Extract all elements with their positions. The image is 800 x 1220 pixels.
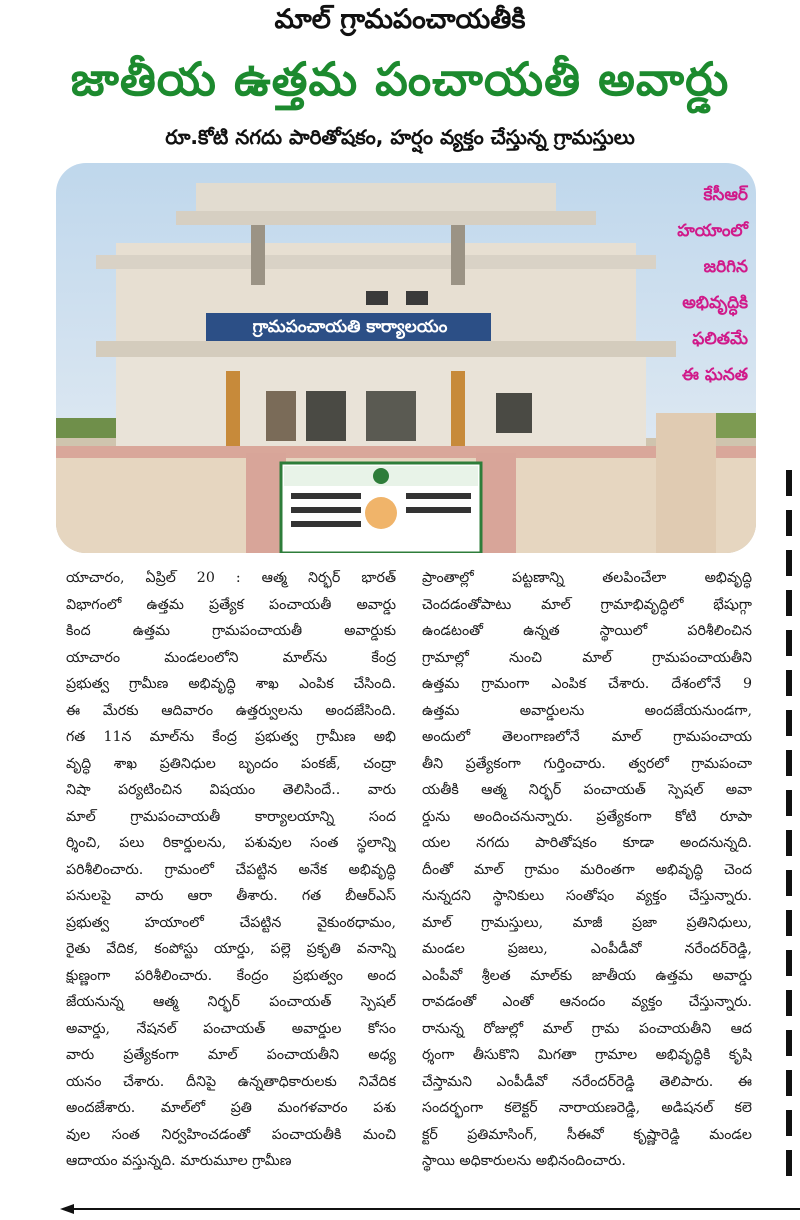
edge-mark bbox=[786, 1070, 792, 1096]
edge-mark bbox=[786, 710, 792, 736]
text-line: ఉత్తమ గ్రామంగా ఎంపిక చేశారు. దేశంలోనే 9 bbox=[422, 676, 752, 692]
text-line: రైతు వేదిక, కంపోస్టు యార్డు, పల్లె ప్రకృతి వనాన్ని bbox=[66, 941, 396, 957]
text-line: అవార్డు, నేషనల్ పంచాయత్ అవార్డుల కోసం bbox=[66, 1020, 396, 1037]
caption-line: అభివృద్ధికి bbox=[682, 293, 748, 313]
text-line: ఈ మేరకు ఆదివారం ఉత్తర్వులను అందజేసింది. bbox=[66, 702, 396, 719]
text-line: అందజేశారు. మాల్‌లో ప్రతి మంగళవారం పశు bbox=[66, 1100, 396, 1116]
text-line: కింద ఉత్తమ గ్రామపంచాయతీ అవార్డుకు bbox=[66, 623, 396, 639]
text-line: మండల ప్రజలు, ఎంపీడీవో నరేందర్‌రెడ్డి, bbox=[422, 941, 752, 957]
text-line: పనులపై వారు ఆరా తీశారు. గత బీఆర్ఎస్ bbox=[66, 888, 396, 904]
edge-mark bbox=[786, 470, 792, 496]
text-line: చెందడంతోపాటు మాల్ గ్రామాభివృద్ధిలో భేషుగ్గా bbox=[422, 596, 752, 613]
caption-line: హయాంలో bbox=[677, 221, 748, 241]
edge-mark bbox=[786, 750, 792, 776]
edge-mark bbox=[786, 510, 792, 536]
text-line: స్థాయి అధికారులను అభినందించారు. bbox=[422, 1153, 626, 1169]
edge-mark bbox=[786, 830, 792, 856]
text-line: ఉండటంతో ఉన్నత స్థాయిలో పరిశీలించిన bbox=[422, 623, 752, 639]
text-line: నున్నదని స్థానికులు సంతోషం వ్యక్తం చేస్తున్నారు. bbox=[422, 888, 752, 904]
text-line: ర్శించి, పలు రికార్డులను, పశువుల సంత స్థలాన్ని bbox=[66, 835, 396, 851]
text-line: దీంతో మాల్ గ్రామం మరింతగా అభివృద్ధి చెంద bbox=[422, 861, 752, 878]
edge-mark bbox=[786, 590, 792, 616]
text-line: ఉత్తమ అవార్డులను అందజేయనుండగా, bbox=[422, 702, 752, 719]
text-line: మాల్ గ్రామపంచాయతీ కార్యాలయాన్ని సంద bbox=[66, 808, 396, 825]
text-line: విభాగంలో ఉత్తమ ప్రత్యేక పంచాయతీ అవార్డు bbox=[66, 596, 396, 613]
text-line: ప్రాంతాల్లో పట్టణాన్ని తలపించేలా అభివృద్ధి bbox=[422, 570, 752, 586]
headline: జాతీయ ఉత్తమ పంచాయతీ అవార్డు bbox=[70, 52, 730, 106]
text-line: ఆదాయం వస్తున్నది. మారుమూల గ్రామీణ bbox=[66, 1153, 292, 1169]
text-line: పరిశీలించారు. గ్రామంలో చేపట్టిన అనేక అభివృద్ధి bbox=[66, 861, 396, 878]
left-arrow-icon bbox=[60, 1204, 800, 1214]
edge-mark bbox=[786, 790, 792, 816]
text-line: యాచారం మండలంలోని మాల్‌ను కేంద్ర bbox=[66, 649, 396, 666]
text-line: అందులో తెలంగాణలోనే మాల్ గ్రామపంచాయ bbox=[422, 729, 752, 745]
subhead: రూ.కోటి నగదు పారితోషకం, హర్షం వ్యక్తం చేస్తున్న గ్రామస్తులు bbox=[165, 125, 635, 149]
caption-line: ఈ ఘనత bbox=[682, 365, 748, 385]
edge-mark bbox=[786, 910, 792, 936]
kicker: మాల్ గ్రామపంచాయతీకి bbox=[274, 4, 526, 35]
edge-mark bbox=[786, 550, 792, 576]
text-line: యల నగదు పారితోషకం కూడా అందనున్నది. bbox=[422, 835, 752, 851]
text-line: చేస్తామని ఎంపీడీవో నరేందర్‌రెడ్డి తెలిపారు. ఈ bbox=[422, 1073, 752, 1090]
text-line: రావడంతో ఎంతో ఆనందం వ్యక్తం చేస్తున్నారు. bbox=[422, 994, 752, 1010]
text-line: నిషా పర్యటించిన విషయం తెలిసిందే.. వారు bbox=[66, 782, 396, 798]
text-line: క్టర్ ప్రతిమాసింగ్, సీఈవో కృష్ణారెడ్డి మండల bbox=[422, 1126, 752, 1143]
text-line: ఎంపీవో శ్రీలత మాల్‌కు జాతీయ ఉత్తమ అవార్డు bbox=[422, 967, 752, 984]
text-line: వుల సంత నిర్వహించడంతో పంచాయతీకి మంచి bbox=[66, 1126, 396, 1143]
photo-caption bbox=[628, 177, 748, 393]
text-line: ర్శంగా తీసుకొని మిగతా గ్రామాల అభివృద్ధికి కృషి bbox=[422, 1047, 752, 1063]
page-edge-marks bbox=[786, 470, 794, 1190]
text-line: గత 11న మాల్‌ను కేంద్ర ప్రభుత్వ గ్రామీణ అభి bbox=[66, 729, 396, 745]
text-line: యనం చేశారు. దీనిపై ఉన్నతాధికారులకు నివేదిక bbox=[66, 1073, 396, 1090]
text-line: క్షుణ్ణంగా పరిశీలించారు. కేంద్రం ప్రభుత్వం అంద bbox=[66, 967, 396, 984]
edge-mark bbox=[786, 630, 792, 656]
panchayat-office-photo bbox=[56, 163, 756, 553]
text-line: గ్రామాల్లో నుంచి మాల్ గ్రామపంచాయతీని bbox=[422, 649, 752, 666]
edge-mark bbox=[786, 1150, 792, 1176]
office-sign: గ్రామపంచాయతి కార్యాలయం bbox=[252, 317, 448, 337]
edge-mark bbox=[786, 870, 792, 896]
edge-mark bbox=[786, 1110, 792, 1136]
text-line: తీని ప్రత్యేకంగా గుర్తించారు. త్వరలో గ్రామపంచా bbox=[422, 755, 752, 772]
caption-line: జరిగిన bbox=[703, 257, 748, 277]
article-column-left bbox=[66, 565, 396, 1175]
caption-line: ఫలితమే bbox=[692, 329, 748, 349]
text-line: వృద్ధి శాఖ ప్రతినిధుల బృందం పంకజ్, చంద్రా bbox=[66, 755, 396, 772]
edge-mark bbox=[786, 1030, 792, 1056]
caption-line: కేసీఆర్ bbox=[703, 185, 748, 205]
text-line: యాచారం, ఏప్రిల్ 20 : ఆత్మ నిర్భర్ భారత్ bbox=[66, 570, 396, 586]
text-line: మాల్ గ్రామస్తులు, మాజీ ప్రజా ప్రతినిధులు, bbox=[422, 914, 752, 931]
text-line: ప్రభుత్వ హయాంలో చేపట్టిన వైకుంఠధామం, bbox=[66, 914, 396, 931]
text-line: రానున్న రోజుల్లో మాల్ గ్రామ పంచాయతీని ఆద bbox=[422, 1020, 752, 1037]
text-line: ప్రభుత్వ గ్రామీణ అభివృద్ధి శాఖ ఎంపిక చేసింది. bbox=[66, 676, 396, 692]
text-line: సందర్భంగా కలెక్టర్ నారాయణరెడ్డి, అడిషనల్ కలె bbox=[422, 1100, 752, 1116]
text-line: ర్డును అందించనున్నారు. ప్రత్యేకంగా కోటి రూపా bbox=[422, 808, 752, 825]
edge-mark bbox=[786, 670, 792, 696]
article-column-right bbox=[422, 565, 752, 1175]
text-line: యతీకి ఆత్మ నిర్భర్ పంచాయత్ స్పెషల్ అవా bbox=[422, 782, 752, 798]
edge-mark bbox=[786, 950, 792, 976]
text-line: వారు ప్రత్యేకంగా మాల్ పంచాయతీని అధ్య bbox=[66, 1047, 396, 1063]
edge-mark bbox=[786, 990, 792, 1016]
text-line: జేయనున్న ఆత్మ నిర్భర్ పంచాయత్ స్పెషల్ bbox=[66, 994, 396, 1010]
